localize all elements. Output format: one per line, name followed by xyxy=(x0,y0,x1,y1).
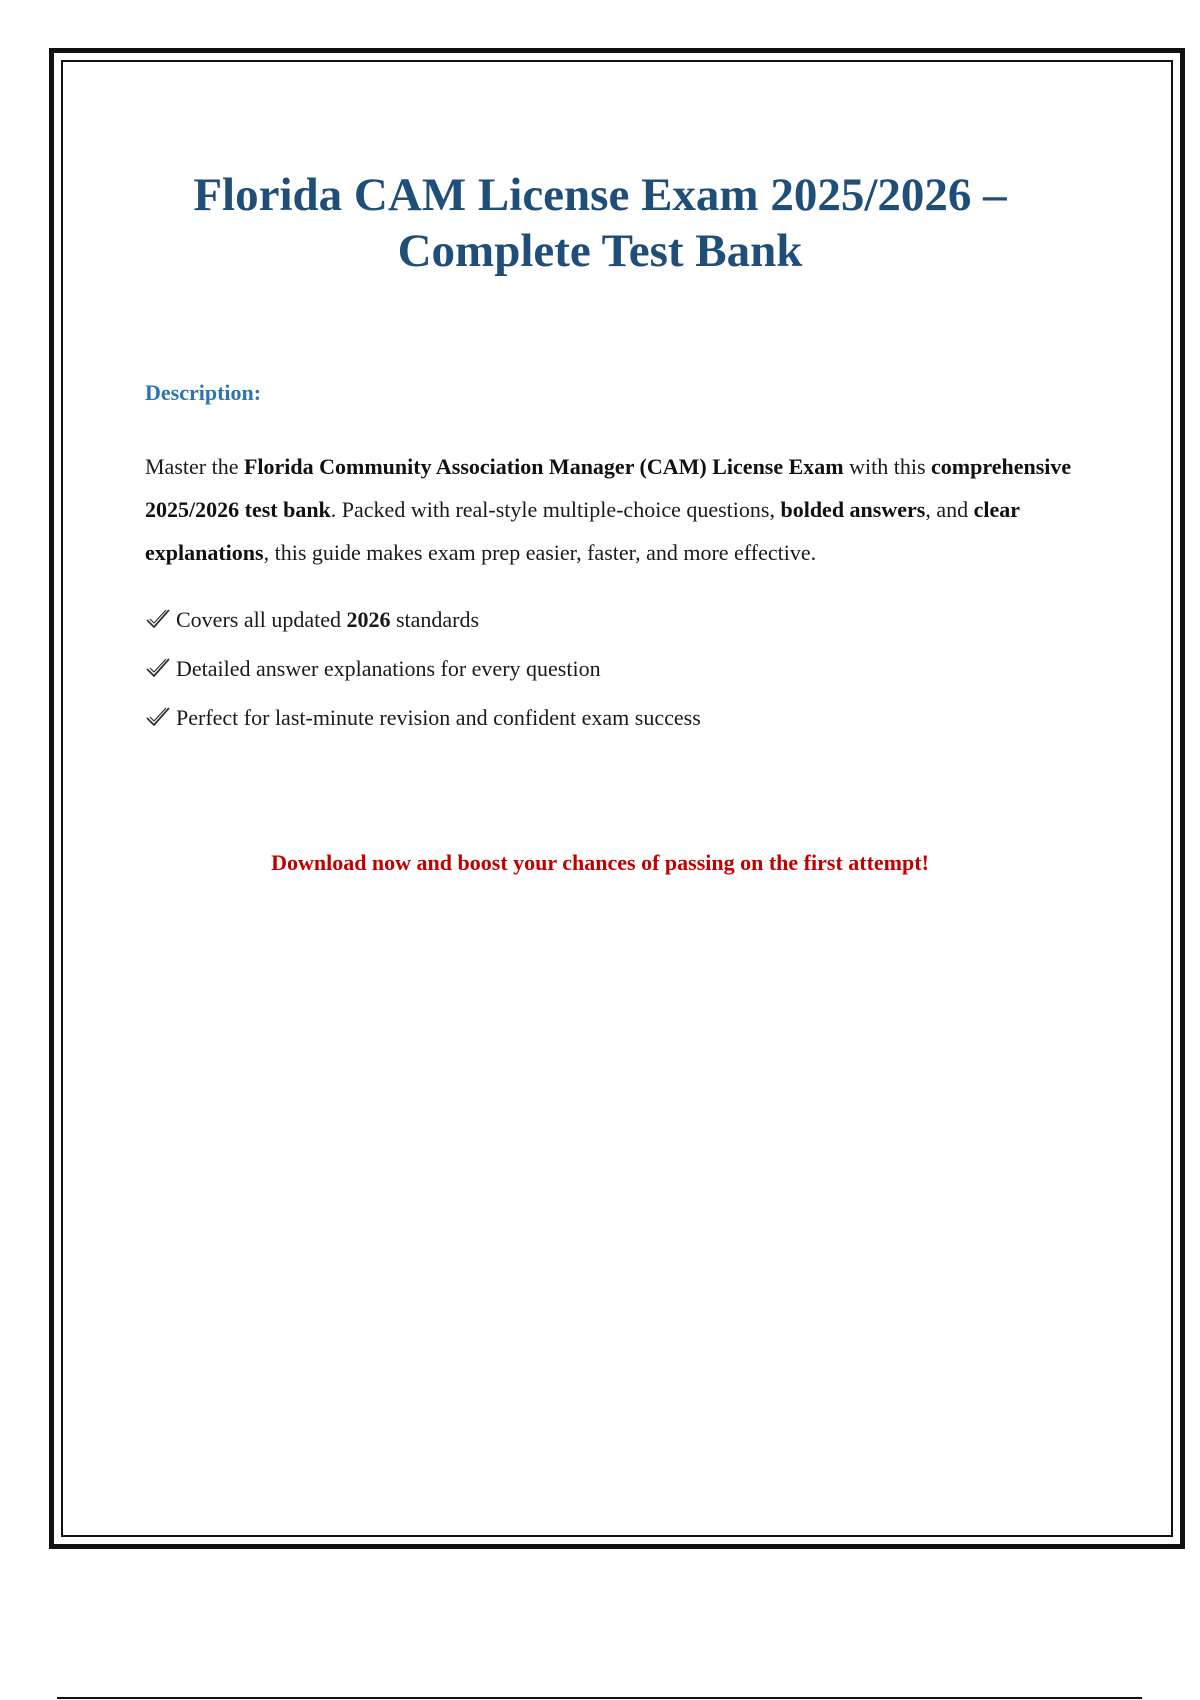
feature-text-part: Perfect for last-minute revision and confident exam success xyxy=(176,705,701,730)
description-text: with this xyxy=(843,454,932,479)
document-title xyxy=(0,167,1200,279)
feature-text-part: Covers all updated xyxy=(176,607,347,632)
description-text: Master the xyxy=(145,454,244,479)
description-bold-explanations: clear explanations xyxy=(145,497,1020,565)
check-mark-icon xyxy=(145,606,171,632)
description-text: , and xyxy=(925,497,974,522)
description-text: , this guide makes exam prep easier, faster, and more effective. xyxy=(263,540,817,565)
description-heading: Description: xyxy=(145,380,262,405)
feature-item xyxy=(145,652,701,701)
feature-text xyxy=(176,603,479,637)
feature-list xyxy=(145,603,701,750)
description-bold-exam-name: Florida Community Association Manager (CAM) License Exam xyxy=(243,454,844,479)
description-bold-test-bank: comprehensive 2025/2026 test bank xyxy=(145,454,1072,522)
call-to-action: Download now and boost your chances of passing on the first attempt! xyxy=(271,850,929,875)
description-paragraph xyxy=(145,445,1085,574)
document-title-line-1: Florida CAM License Exam 2025/2026 – xyxy=(193,169,1007,221)
document-title-line-2: Complete Test Bank xyxy=(397,225,803,277)
feature-item xyxy=(145,701,701,750)
description-text: . Packed with real-style multiple-choice questions, xyxy=(330,497,781,522)
feature-text-part: standards xyxy=(390,607,480,632)
feature-text xyxy=(176,701,701,735)
feature-item xyxy=(145,603,701,652)
footer-rule xyxy=(57,1697,1142,1699)
feature-text-part: Detailed answer explanations for every question xyxy=(176,656,601,681)
feature-text xyxy=(176,652,601,686)
page-border-inner xyxy=(61,60,1173,1537)
check-mark-icon xyxy=(145,704,171,730)
check-mark-icon xyxy=(145,655,171,681)
feature-text-bold: 2026 xyxy=(346,607,391,632)
description-bold-answers: bolded answers xyxy=(780,497,926,522)
